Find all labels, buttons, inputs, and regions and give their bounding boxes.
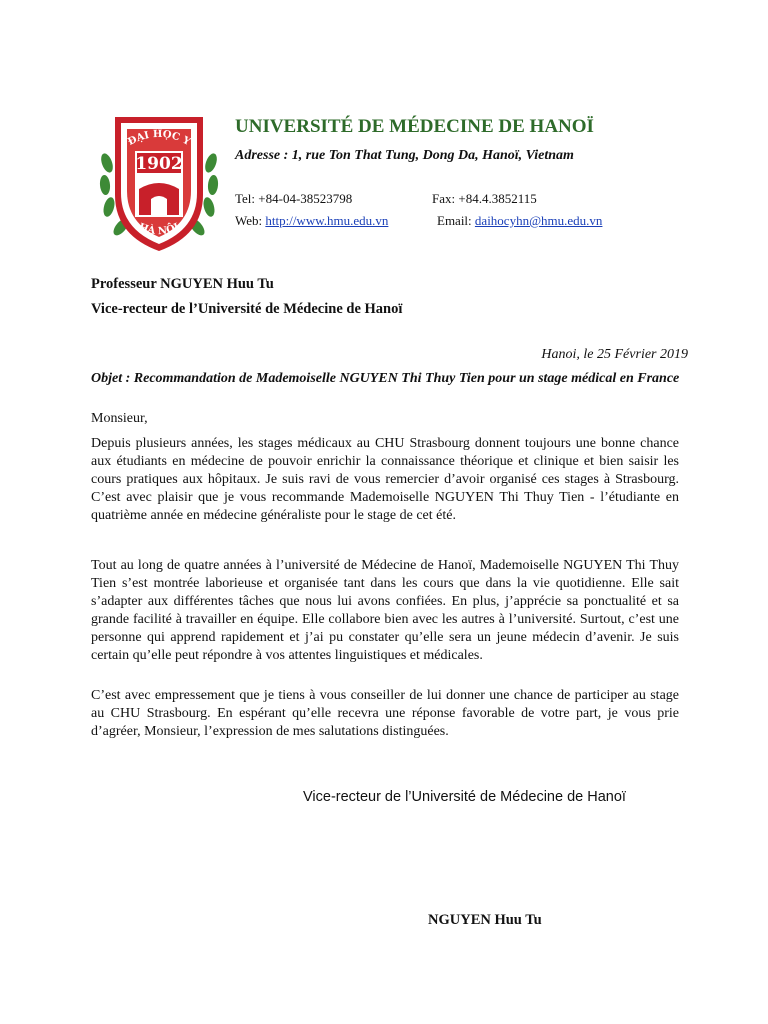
signature-name: NGUYEN Huu Tu <box>428 912 542 928</box>
university-name: UNIVERSITÉ DE MÉDECINE DE HANOÏ <box>235 116 594 137</box>
telephone: Tel: +84-04-38523798 <box>235 191 353 206</box>
svg-text:HÀ NỘI <box>137 222 181 238</box>
website-link[interactable]: http://www.hmu.edu.vn <box>265 213 389 228</box>
sender-name: Professeur NGUYEN Huu Tu <box>91 276 274 292</box>
letter-paragraph: C’est avec empressement que je tiens à vous conseiller de lui donner une chance de participer au stage au CHU Strasbourg. En espérant qu’elle recevra une réponse favorable de votre part, je vous prie d’agréer, Monsieur, l’expression de mes salutations distinguées. <box>91 688 679 739</box>
letter-paragraph: Tout au long de quatre années à l’université de Médecine de Hanoï, Mademoiselle NGUYEN Thi Thuy Tien s’est montrée laborieuse et organisée tant dans les cours que dans la vie quotidienne. Elle sait s’adapter aux différentes tâches que nous lui avons confiées. En plus, j’apprécie sa ponctualité et sa grande facilité à travailler en équipe. Elle collabore bien avec les autres à l’université. Surtout, c’est une personne qui apprend rapidement et j’ai pu constater qu’elle sera un jeune médecin d’avenir. Je suis certain qu’elle peut répondre à vos attentes linguistiques et médicales. <box>91 558 679 663</box>
email-prefix: Email: <box>437 213 475 228</box>
letter-date: Hanoi, le 25 Février 2019 <box>541 347 688 362</box>
email-line <box>437 213 602 229</box>
letter-paragraph: Depuis plusieurs années, les stages médicaux au CHU Strasbourg donnent toujours une bonne chance aux étudiants en médecine de pouvoir enrichir la connaissance théorique et clinique et bien saisir les cours pratiques aux hôpitaux. Je suis ravi de vous remercier d’avoir organisé ces stages à Strasbourg. C’est avec plaisir que je vous recommande Mademoiselle NGUYEN Thi Thuy Tien - l’étudiante en quatrième année en médecine généraliste pour le stage de cet été. <box>91 436 679 523</box>
university-address: Adresse : 1, rue Ton That Tung, Dong Da, Hanoï, Vietnam <box>235 148 574 163</box>
letter-salutation: Monsieur, <box>91 411 148 426</box>
fax: Fax: +84.4.3852115 <box>432 191 537 206</box>
logo-year: 1902 <box>135 154 183 174</box>
svg-text:ĐẠI HỌC Y <box>126 129 192 148</box>
website-prefix: Web: <box>235 213 266 228</box>
logo-arc-bottom-text: HÀ NỘI <box>137 221 182 238</box>
logo-arc-top-text: ĐẠI HỌC Y <box>126 128 192 148</box>
letter-subject: Objet : Recommandation de Mademoiselle NGUYEN Thi Thuy Tien pour un stage médical en France <box>91 371 680 386</box>
logo-text-layer <box>97 103 221 255</box>
closing-title: Vice-recteur de l’Université de Médecine de Hanoï <box>303 789 626 805</box>
email-link[interactable]: daihocyhn@hmu.edu.vn <box>474 213 603 228</box>
website-line <box>235 213 388 229</box>
sender-title: Vice-recteur de l’Université de Médecine de Hanoï <box>91 301 403 317</box>
